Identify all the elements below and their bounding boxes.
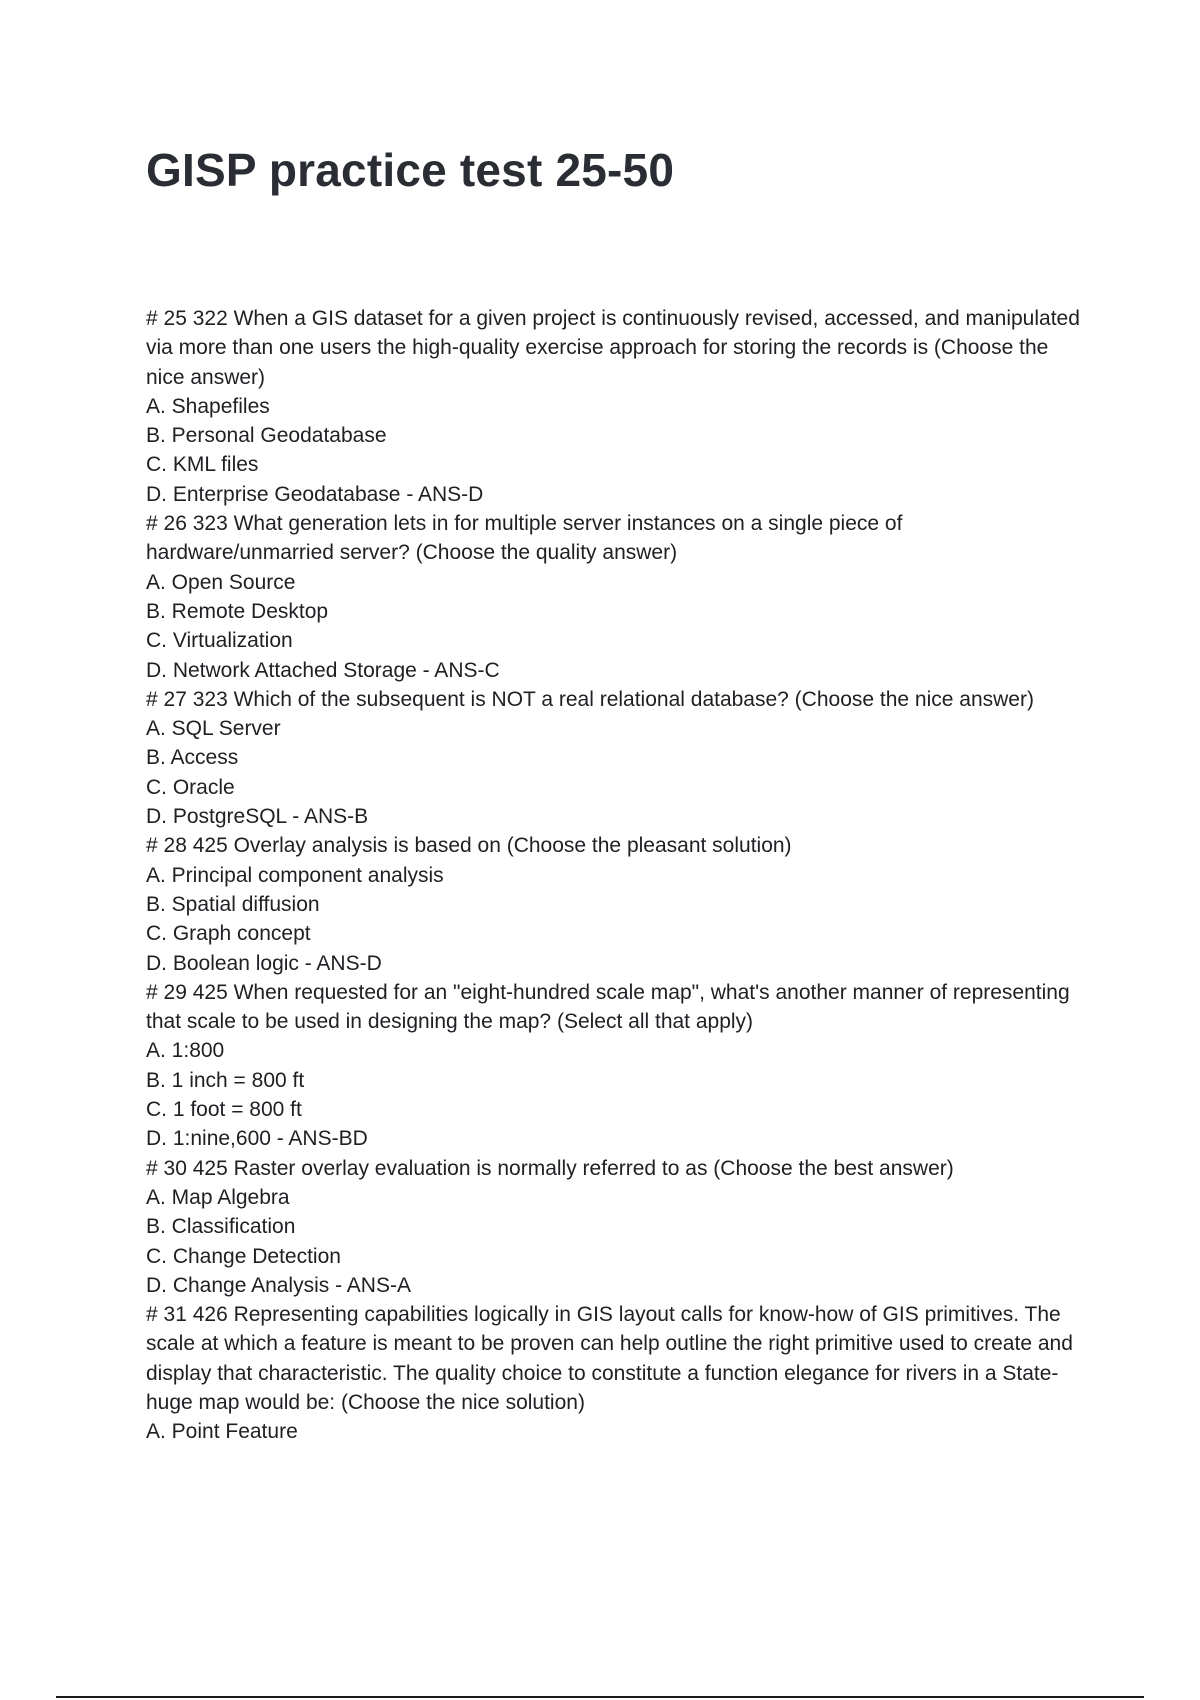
- answer-option: D. Enterprise Geodatabase - ANS-D: [146, 482, 484, 506]
- answer-option: B. Personal Geodatabase: [146, 424, 387, 448]
- question-text: # 31 426 Representing capabilities logically in GIS layout calls for know-how of GIS primitives. The scale at which a feature is meant to be proven can help outline the right primitive used to create and display that characteristic. The quality choice to constitute a function elegance for rivers in a State-huge map would be: (Choose the nice solution): [146, 1303, 1073, 1414]
- question-block: [146, 978, 1086, 1154]
- answer-option: A. SQL Server: [146, 717, 281, 741]
- answer-option: C. Graph concept: [146, 922, 311, 946]
- answer-option: C. KML files: [146, 453, 259, 477]
- answer-option: A. 1:800: [146, 1039, 225, 1063]
- question-text: # 25 322 When a GIS dataset for a given project is continuously revised, accessed, and manipulated via more than one users the high-quality exercise approach for storing the records is (Choose the nice answer): [146, 307, 1080, 389]
- answer-option: A. Principal component analysis: [146, 863, 444, 887]
- footer-divider: [56, 1696, 1144, 1698]
- answer-option: A. Map Algebra: [146, 1185, 290, 1209]
- answer-option: B. Access: [146, 746, 239, 770]
- answer-option: C. Oracle: [146, 775, 235, 799]
- question-block: [146, 831, 1086, 977]
- page-title: GISP practice test 25-50: [146, 144, 675, 196]
- answer-option: B. Classification: [146, 1215, 296, 1239]
- question-text: # 29 425 When requested for an "eight-hundred scale map", what's another manner of representing that scale to be used in designing the map? (Select all that apply): [146, 980, 1070, 1034]
- answer-option: B. Spatial diffusion: [146, 892, 320, 916]
- answer-option: D. Change Analysis - ANS-A: [146, 1273, 411, 1297]
- question-list: [146, 304, 1086, 1447]
- question-block: [146, 509, 1086, 685]
- answer-option: A. Shapefiles: [146, 394, 270, 418]
- answer-option: D. PostgreSQL - ANS-B: [146, 805, 369, 829]
- answer-option: C. Change Detection: [146, 1244, 341, 1268]
- question-block: [146, 1300, 1086, 1446]
- answer-option: B. Remote Desktop: [146, 599, 329, 623]
- question-text: # 30 425 Raster overlay evaluation is normally referred to as (Choose the best answer): [146, 1156, 954, 1180]
- answer-option: D. Boolean logic - ANS-D: [146, 951, 382, 975]
- question-text: # 26 323 What generation lets in for multiple server instances on a single piece of hardware/unmarried server? (Choose the quality answer): [146, 512, 903, 565]
- answer-option: C. Virtualization: [146, 629, 293, 653]
- answer-option: A. Open Source: [146, 570, 296, 594]
- question-block: [146, 304, 1086, 509]
- question-block: [146, 1154, 1086, 1300]
- question-text: # 28 425 Overlay analysis is based on (Choose the pleasant solution): [146, 834, 792, 858]
- answer-option: B. 1 inch = 800 ft: [146, 1068, 305, 1092]
- answer-option: D. Network Attached Storage - ANS-C: [146, 658, 500, 682]
- question-block: [146, 685, 1086, 831]
- answer-option: A. Point Feature: [146, 1420, 298, 1444]
- answer-option: D. 1:nine,600 - ANS-BD: [146, 1127, 368, 1151]
- answer-option: C. 1 foot = 800 ft: [146, 1098, 302, 1122]
- question-text: # 27 323 Which of the subsequent is NOT a real relational database? (Choose the nice answer): [146, 687, 1034, 711]
